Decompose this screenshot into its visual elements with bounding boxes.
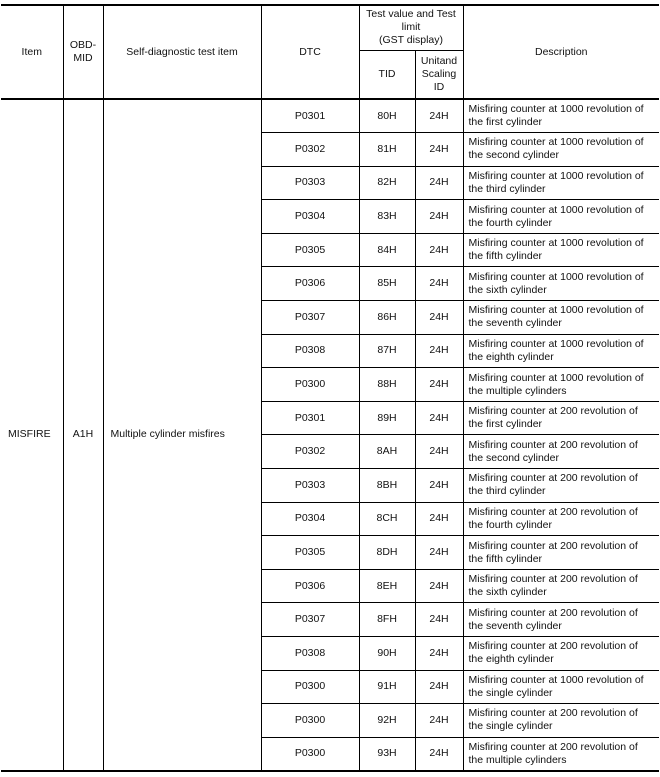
unit-scaling-cell: 24H — [415, 267, 463, 301]
unit-scaling-cell: 24H — [415, 233, 463, 267]
header-description: Description — [463, 5, 659, 99]
header-unit-scaling-id: Unitand Scaling ID — [415, 50, 463, 99]
description-cell: Misfiring counter at 200 revolution of the first cylinder — [463, 401, 659, 435]
dtc-cell: P0303 — [261, 469, 359, 503]
tid-cell: 81H — [359, 133, 415, 167]
description-cell: Misfiring counter at 200 revolution of the fourth cylinder — [463, 502, 659, 536]
tid-cell: 8FH — [359, 603, 415, 637]
tid-cell: 88H — [359, 368, 415, 402]
dtc-cell: P0308 — [261, 334, 359, 368]
dtc-cell: P0306 — [261, 267, 359, 301]
description-cell: Misfiring counter at 200 revolution of the seventh cylinder — [463, 603, 659, 637]
unit-scaling-cell: 24H — [415, 166, 463, 200]
dtc-cell: P0305 — [261, 233, 359, 267]
unit-scaling-cell: 24H — [415, 469, 463, 503]
tid-cell: 8AH — [359, 435, 415, 469]
unit-scaling-cell: 24H — [415, 603, 463, 637]
misfire-diagnostic-table — [1, 4, 659, 772]
group-obd-mid-cell: A1H — [63, 99, 103, 771]
dtc-cell: P0300 — [261, 670, 359, 704]
unit-scaling-cell: 24H — [415, 536, 463, 570]
description-cell: Misfiring counter at 200 revolution of the sixth cylinder — [463, 569, 659, 603]
tid-cell: 8CH — [359, 502, 415, 536]
dtc-cell: P0307 — [261, 603, 359, 637]
unit-scaling-cell: 24H — [415, 670, 463, 704]
unit-scaling-cell: 24H — [415, 200, 463, 234]
dtc-cell: P0300 — [261, 704, 359, 738]
header-tid: TID — [359, 50, 415, 99]
dtc-cell: P0305 — [261, 536, 359, 570]
description-cell: Misfiring counter at 1000 revolution of the sixth cylinder — [463, 267, 659, 301]
unit-scaling-cell: 24H — [415, 637, 463, 671]
unit-scaling-cell: 24H — [415, 435, 463, 469]
dtc-cell: P0308 — [261, 637, 359, 671]
dtc-cell: P0302 — [261, 435, 359, 469]
unit-scaling-cell: 24H — [415, 737, 463, 771]
unit-scaling-cell: 24H — [415, 301, 463, 335]
description-cell: Misfiring counter at 1000 revolution of the fourth cylinder — [463, 200, 659, 234]
description-cell: Misfiring counter at 200 revolution of the single cylinder — [463, 704, 659, 738]
tid-cell: 86H — [359, 301, 415, 335]
header-test-value-and-limit: Test value and Test limit (GST display) — [359, 5, 463, 50]
table-header — [1, 5, 659, 99]
unit-scaling-cell: 24H — [415, 401, 463, 435]
tid-cell: 83H — [359, 200, 415, 234]
tid-cell: 82H — [359, 166, 415, 200]
dtc-cell: P0301 — [261, 401, 359, 435]
header-row-top — [1, 5, 659, 50]
dtc-cell: P0307 — [261, 301, 359, 335]
tid-cell: 87H — [359, 334, 415, 368]
table-row — [1, 99, 659, 133]
dtc-cell: P0300 — [261, 737, 359, 771]
description-cell: Misfiring counter at 1000 revolution of the single cylinder — [463, 670, 659, 704]
dtc-cell: P0304 — [261, 200, 359, 234]
description-cell: Misfiring counter at 200 revolution of the eighth cylinder — [463, 637, 659, 671]
unit-scaling-cell: 24H — [415, 569, 463, 603]
description-cell: Misfiring counter at 1000 revolution of the multiple cylinders — [463, 368, 659, 402]
header-obd-mid: OBD- MID — [63, 5, 103, 99]
table-body — [1, 99, 659, 771]
description-cell: Misfiring counter at 200 revolution of the multiple cylinders — [463, 737, 659, 771]
dtc-cell: P0300 — [261, 368, 359, 402]
dtc-cell: P0306 — [261, 569, 359, 603]
group-item-cell: MISFIRE — [1, 99, 63, 771]
dtc-cell: P0303 — [261, 166, 359, 200]
dtc-cell: P0301 — [261, 99, 359, 133]
description-cell: Misfiring counter at 1000 revolution of the seventh cylinder — [463, 301, 659, 335]
tid-cell: 89H — [359, 401, 415, 435]
header-item: Item — [1, 5, 63, 99]
description-cell: Misfiring counter at 1000 revolution of the fifth cylinder — [463, 233, 659, 267]
unit-scaling-cell: 24H — [415, 704, 463, 738]
description-cell: Misfiring counter at 200 revolution of the second cylinder — [463, 435, 659, 469]
tid-cell: 8DH — [359, 536, 415, 570]
description-cell: Misfiring counter at 1000 revolution of the first cylinder — [463, 99, 659, 133]
diagnostic-table-container — [1, 4, 659, 772]
description-cell: Misfiring counter at 200 revolution of the fifth cylinder — [463, 536, 659, 570]
unit-scaling-cell: 24H — [415, 334, 463, 368]
description-cell: Misfiring counter at 200 revolution of the third cylinder — [463, 469, 659, 503]
group-self-diagnostic-cell: Multiple cylinder misfires — [103, 99, 261, 771]
description-cell: Misfiring counter at 1000 revolution of the eighth cylinder — [463, 334, 659, 368]
tid-cell: 90H — [359, 637, 415, 671]
tid-cell: 93H — [359, 737, 415, 771]
dtc-cell: P0304 — [261, 502, 359, 536]
tid-cell: 91H — [359, 670, 415, 704]
unit-scaling-cell: 24H — [415, 502, 463, 536]
unit-scaling-cell: 24H — [415, 133, 463, 167]
tid-cell: 80H — [359, 99, 415, 133]
tid-cell: 85H — [359, 267, 415, 301]
tid-cell: 92H — [359, 704, 415, 738]
description-cell: Misfiring counter at 1000 revolution of the second cylinder — [463, 133, 659, 167]
header-dtc: DTC — [261, 5, 359, 99]
dtc-cell: P0302 — [261, 133, 359, 167]
unit-scaling-cell: 24H — [415, 99, 463, 133]
tid-cell: 8BH — [359, 469, 415, 503]
unit-scaling-cell: 24H — [415, 368, 463, 402]
description-cell: Misfiring counter at 1000 revolution of the third cylinder — [463, 166, 659, 200]
tid-cell: 84H — [359, 233, 415, 267]
header-self-diagnostic-test-item: Self-diagnostic test item — [103, 5, 261, 99]
tid-cell: 8EH — [359, 569, 415, 603]
